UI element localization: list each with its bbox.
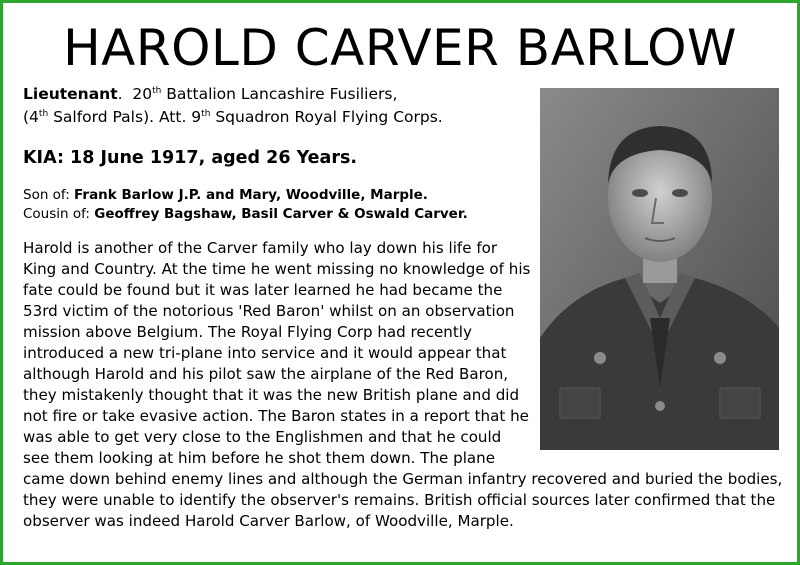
cousin-label: Cousin of:	[23, 206, 95, 222]
son-label: Son of:	[23, 187, 75, 203]
unit-line1-a: 20	[132, 85, 153, 103]
unit-line2-c: Squadron Royal Flying Corps.	[210, 108, 443, 126]
son-value: Frank Barlow J.P. and Mary, Woodville, Marple.	[74, 187, 428, 203]
rank-and-unit: Lieutenant. 20th Battalion Lancashire Fusiliers, (4th Salford Pals). Att. 9th Squadron Royal Flying Corps.	[23, 85, 443, 126]
unit-line1-b: Battalion Lancashire Fusiliers,	[161, 85, 398, 103]
kia-line: KIA: 18 June 1917, aged 26 Years.	[23, 148, 358, 168]
biography-text: Harold is another of the Carver family who lay down his life for King and Country. At the time he went missing no knowledge of his fate could be found but it was later learned he had became the 53rd victim of the notorious 'Red Baron' whilst on an observation mission above Belgium. The Royal Flying Corp had recently introduced a new tri-plane into service and it would appear that although Harold and his pilot saw the airplane of the Red Baron, they mistakenly thought that it was the new British plane and did not fire or take evasive action. The Baron states in a report that he was able to get very close to the Englishmen and that he could see them looking at him before he shot them down. The plane came down behind enemy lines and although the German infantry recovered and buried the bodies, they were unable to identify the observer's remains. British official sources later confirmed that the observer was indeed Harold Carver Barlow, of Woodville, Marple.	[23, 239, 783, 530]
unit-line2-sup: th	[38, 108, 49, 119]
unit-line2-a: (4	[23, 108, 39, 126]
page-title: HAROLD CARVER BARLOW	[63, 19, 737, 77]
cousin-value: Geoffrey Bagshaw, Basil Carver & Oswald Carver.	[94, 206, 468, 222]
family-info	[23, 186, 468, 224]
unit-line1-sup: th	[152, 85, 162, 96]
unit-line2-sup2: th	[201, 108, 211, 119]
rank-title: Lieutenant	[23, 85, 118, 103]
unit-line2-b: Salford Pals). Att. 9	[48, 108, 202, 126]
portrait-photo	[540, 88, 779, 450]
